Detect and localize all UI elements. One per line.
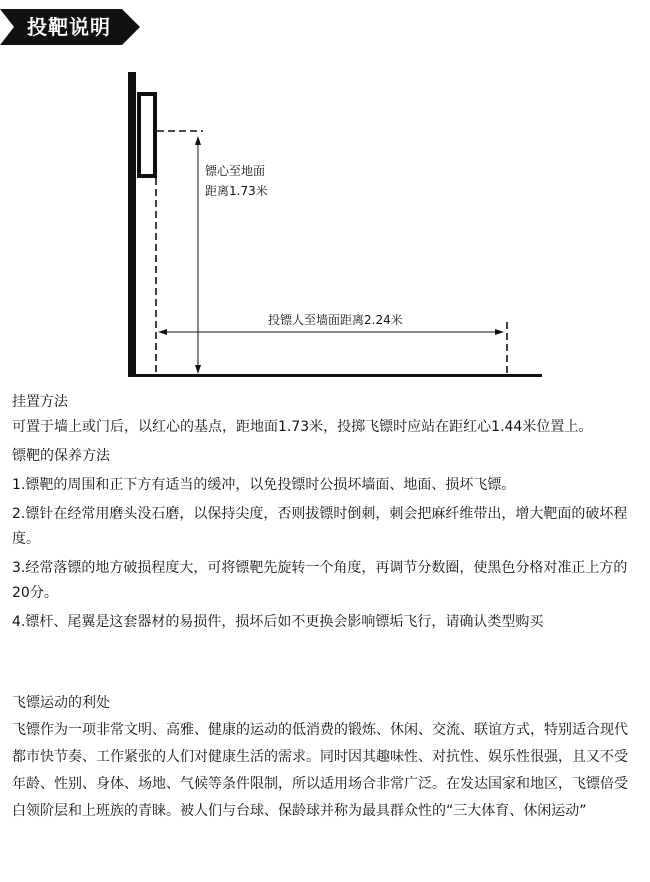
maintenance-item-3: 3.经常落镖的地方破损程度大，可将镖靶先旋转一个角度，再调节分数圈，使黑色分格对准正上方的20分。 [12, 560, 628, 601]
page-title: 投靶说明 [27, 15, 111, 39]
mounting-description: 可置于墙上或门后，以红心的基点，距地面1.73米，投掷飞镖时应站在距红心1.44米位置上。 [12, 419, 593, 435]
section-heading-mounting: 挂置方法 [12, 394, 68, 410]
wall [128, 72, 136, 377]
maintenance-item-4: 4.镖杆、尾翼是这套器材的易损件，损坏后如不更换会影响镖垢飞行，请确认类型购买 [12, 614, 544, 630]
center-height-label-line1: 镖心至地面 [205, 164, 266, 178]
instructions-text [12, 390, 640, 635]
benefits-description: 飞镖作为一项非常文明、高雅、健康的运动的低消费的锻炼、休闲、交流、联谊方式，特别适合现代都市快节奏、工作紧张的人们对健康生活的需求。同时因其趣味性、对抗性、娱乐性很强，且又不受年龄、性别、身体、场地、气候等条件限制，所以适用场合非常广泛。在发达国家和地区，飞镖倍受白领阶层和上班族的青睐。被人们与台球、保龄球并称为最具群众性的“三大体育、休闲运动” [12, 722, 628, 819]
maintenance-item-2: 2.镖针在经常用磨头没石磨，以保持尖度，否则拔镖时倒刺，刺会把麻纤维带出，增大靶面的破坏程度。 [12, 506, 628, 547]
distance-arrow-right [495, 329, 504, 335]
center-height-label-line2: 距离1.73米 [205, 184, 268, 198]
throw-distance-label: 投镖人至墙面距离2.24米 [268, 313, 403, 327]
height-arrow-top [195, 136, 201, 145]
dartboard [139, 94, 155, 176]
section-heading-maintenance: 镖靶的保养方法 [12, 448, 110, 464]
mounting-diagram [0, 0, 650, 390]
maintenance-item-1: 1.镖靶的周围和正下方有适当的缓冲，以免投镖时公损坏墙面、地面、损坏飞镖。 [12, 477, 516, 493]
floor-line [128, 374, 542, 377]
height-arrow-bottom [195, 365, 201, 374]
benefits-text [12, 690, 640, 825]
distance-arrow-left [158, 329, 167, 335]
section-heading-benefits: 飞镖运动的利处 [12, 695, 110, 711]
